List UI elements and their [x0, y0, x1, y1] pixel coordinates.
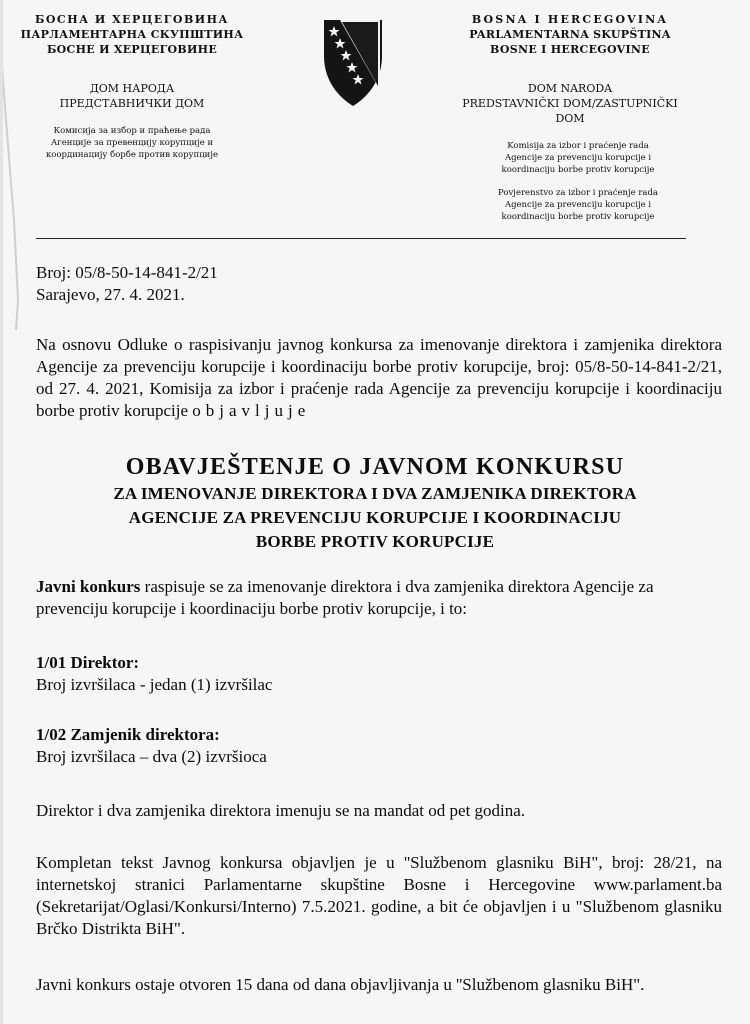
- title-main: OBAVJEŠTENJE O JAVNOM KONKURSU: [125, 454, 625, 480]
- bih-coat-of-arms-icon: [318, 16, 388, 108]
- commission-line: Povjerenstvo za izbor i praćenje rada: [498, 188, 658, 198]
- open-period-paragraph: Javni konkurs ostaje otvoren 15 dana od dana objavljivanja u ''Službenom glasniku BiH".: [36, 975, 645, 994]
- house-of-representatives-latin: PREDSTAVNIČKI DOM/ZASTUPNIČKI DOM: [462, 97, 678, 125]
- position-heading: 1/01 Direktor:: [36, 653, 140, 672]
- announcement-bold: Javni konkurs: [36, 577, 141, 596]
- reference-block: [36, 262, 722, 306]
- house-of-peoples-cyrillic: ДОМ НАРОДА: [89, 82, 175, 95]
- commission-latin: [452, 140, 688, 176]
- country-name-latin: BOSNA I HERCEGOVINA: [471, 13, 669, 26]
- commission-croatian: [452, 187, 688, 223]
- commission-line: koordinaciju borbe protiv korupcije: [501, 212, 655, 222]
- header-right-latin: [452, 12, 688, 223]
- parliament-country-cyrillic: БОСНЕ И ХЕРЦЕГОВИНЕ: [46, 43, 218, 56]
- house-of-representatives-cyrillic: ПРЕДСТАВНИЧКИ ДОМ: [59, 97, 205, 110]
- intro-spaced-word: objavljuje: [192, 401, 311, 420]
- position-heading: 1/02 Zamjenik direktora:: [36, 725, 220, 744]
- announcement-text: raspisuje se za imenovanje direktora i dva zamjenika direktora Agencije za prevenciju korupcije i koordinaciju borbe protiv korupcije, i to:: [36, 577, 654, 618]
- commission-line: Agencije za prevenciju korupcije i: [504, 153, 652, 163]
- announcement-paragraph: [36, 576, 722, 620]
- commission-line: Agencije za prevenciju korupcije i: [504, 200, 652, 210]
- commission-line: koordinaciju borbe protiv korupcije: [501, 165, 655, 175]
- commission-line: координацију борбе против корупције: [45, 150, 219, 160]
- commission-cyrillic: [18, 125, 246, 161]
- commission-line: Комисија за избор и праћење рада: [53, 126, 211, 136]
- parliament-country-latin: BOSNE I HERCEGOVINE: [490, 43, 650, 56]
- title-sub-line: BORBE PROTIV KORUPCIJE: [255, 532, 495, 551]
- intro-text: Na osnovu Odluke o raspisivanju javnog konkursa za imenovanje direktora i zamjenika direktora Agencije za prevenciju korupcije i koordinaciju borbe protiv korupcije, broj: 05/8-50-14-841-2/21, od 27. 4. 2021, Komisija za izbor i praćenje rada Agencije za prevenciju korupcije i koordinaciju borbe protiv korupcije: [36, 335, 722, 420]
- header-divider: [36, 238, 686, 239]
- intro-paragraph: [36, 334, 722, 422]
- parliament-name-latin: PARLAMENTARNA SKUPŠTINA: [469, 28, 671, 41]
- full-text-paragraph: Kompletan tekst Javnog konkursa objavljen je u ''Službenom glasniku BiH", broj: 28/21, na internetskoj stranici Parlamentarne skupštine Bosne i Hercegovine www.parlament.ba (Sekretarijat/Oglasi/Konkursi/Interno) 7.5.2021. godine, a bit će objavljen i u "Službenom glasniku Brčko Distrikta BiH".: [36, 853, 722, 938]
- place-date: Sarajevo, 27. 4. 2021.: [36, 285, 185, 304]
- title-sub-line: ZA IMENOVANJE DIREKTORA I DVA ZAMJENIKA DIREKTORA: [113, 484, 637, 503]
- reference-number: Broj: 05/8-50-14-841-2/21: [36, 263, 218, 282]
- position-director: [36, 652, 722, 696]
- country-name-cyrillic: БОСНА И ХЕРЦЕГОВИНА: [34, 13, 230, 26]
- position-deputy-director: [36, 724, 722, 768]
- commission-line: Komisija za izbor i praćenje rada: [507, 141, 649, 151]
- parliament-name-cyrillic: ПАРЛАМЕНТАРНА СКУПШТИНА: [20, 28, 244, 41]
- notice-title: [20, 452, 730, 554]
- position-detail: Broj izvršilaca – dva (2) izvršioca: [36, 747, 267, 766]
- commission-line: Агенције за превенцију корупције и: [50, 138, 214, 148]
- header-left-cyrillic: [18, 12, 246, 161]
- houses-latin: [452, 81, 688, 126]
- title-sub-line: AGENCIJE ZA PREVENCIJU KORUPCIJE I KOORDINACIJU: [128, 508, 622, 527]
- mandate-paragraph: Direktor i dva zamjenika direktora imenuju se na mandat od pet godina.: [36, 801, 526, 820]
- houses-cyrillic: [18, 81, 246, 111]
- house-of-peoples-latin: DOM NARODA: [527, 82, 613, 95]
- position-detail: Broj izvršilaca - jedan (1) izvršilac: [36, 675, 273, 694]
